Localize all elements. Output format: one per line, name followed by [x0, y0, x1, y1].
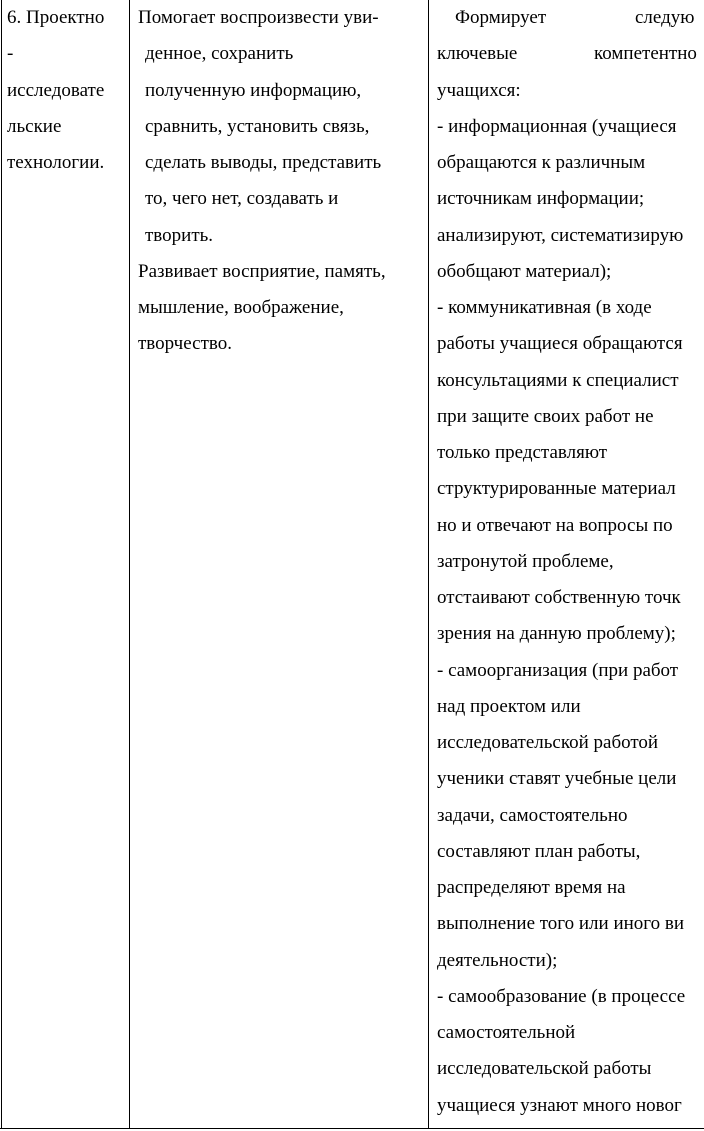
cell-text-line: затронутой проблеме, [437, 551, 614, 572]
table-border-bottom [0, 1128, 704, 1129]
cell-text-line: источникам информации; [437, 188, 645, 209]
cell-text-line-left: Формирует [455, 7, 547, 28]
cell-text-line: полученную информацию, [145, 80, 362, 101]
table-cell-description [138, 0, 426, 1128]
table-border-col1-col2 [129, 0, 130, 1129]
cell-text-line: мышление, воображение, [138, 297, 344, 318]
cell-text-line: исследовательской работой [437, 732, 659, 753]
cell-text-line: консультациями к специалист [437, 370, 679, 391]
cell-text-line: задачи, самостоятельно [437, 805, 628, 826]
cell-text-line: выполнение того или иного ви [437, 913, 684, 934]
cell-text-line: структурированные материал [437, 478, 676, 499]
cell-text-line: технологии. [7, 152, 105, 173]
cell-text-line: льские [7, 116, 62, 137]
cell-text-line: Помогает воспроизвести уви- [138, 7, 379, 28]
cell-text-line: отстаивают собственную точк [437, 587, 681, 608]
cell-text-line: - самоорганизация (при работ [437, 660, 679, 681]
cell-text-line: - [7, 43, 14, 64]
cell-text-line: ученики ставят учебные цели [437, 768, 677, 789]
cell-text-line: сделать выводы, представить [145, 152, 382, 173]
cell-text-line: творить. [145, 225, 214, 246]
cell-text-line: 6. Проектно [7, 7, 105, 28]
cell-text-line: анализируют, систематизирую [437, 225, 684, 246]
cell-text-line-right: следую [635, 7, 695, 28]
cell-text-line: Развивает восприятие, память, [138, 261, 386, 282]
table-cell-competencies [437, 0, 704, 1128]
cell-text-line: обращаются к различным [437, 152, 646, 173]
cell-text-line: работы учащиеся обращаются [437, 333, 683, 354]
cell-text-line: при защите своих работ не [437, 406, 654, 427]
cell-text-line: самостоятельной [437, 1022, 576, 1043]
cell-text-line: но и отвечают на вопросы по [437, 515, 673, 536]
cell-text-line: - информационная (учащиеся [437, 116, 677, 137]
cell-text-line: составляют план работы, [437, 841, 641, 862]
cell-text-line: над проектом или [437, 696, 581, 717]
cell-text-line: творчество. [138, 333, 232, 354]
cell-text-line: - коммуникативная (в ходе [437, 297, 652, 318]
cell-text-line: только представляют [437, 442, 608, 463]
cell-text-line: деятельности); [437, 950, 558, 971]
table-border-col2-col3 [428, 0, 429, 1129]
cell-text-line: учащиеся узнают много новог [437, 1095, 682, 1116]
cell-text-line: учащихся: [437, 80, 521, 101]
table-border-left [1, 0, 2, 1129]
cell-text-line: исследовате [7, 80, 105, 101]
cell-text-line: обобщают материал); [437, 261, 612, 282]
cell-text-line: исследовательской работы [437, 1058, 652, 1079]
cell-text-line: то, чего нет, создавать и [145, 188, 339, 209]
cell-text-line-right: компетентно [594, 43, 697, 64]
cell-text-line: - самообразование (в процессе [437, 986, 686, 1007]
cell-text-line: распределяют время на [437, 877, 626, 898]
cell-text-line-left: ключевые [437, 43, 518, 64]
table-cell-technology-name [7, 0, 127, 1128]
cell-text-line: сравнить, установить связь, [145, 116, 370, 137]
cell-text-line: зрения на данную проблему); [437, 623, 676, 644]
cell-text-line: денное, сохранить [145, 43, 294, 64]
